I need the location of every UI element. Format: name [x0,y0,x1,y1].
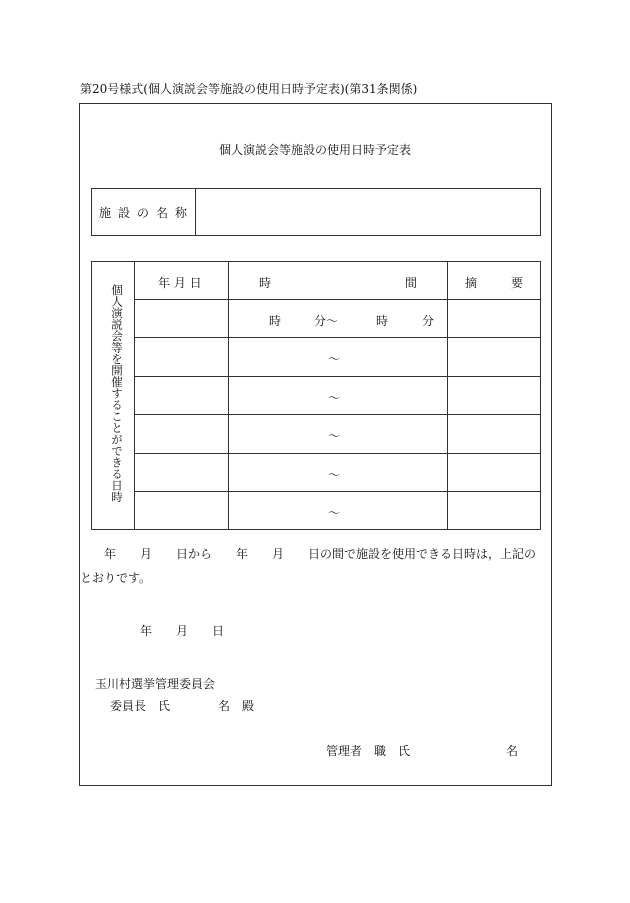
row5-tilde: 〜 [328,468,341,482]
facility-name-field[interactable] [197,189,540,235]
facility-name-label: 施設の名称 [92,189,196,235]
column-divider [134,262,135,529]
column-divider [447,262,448,529]
chairman-addressee: 委員長 氏 名 殿 [110,699,255,713]
header-remarks-1: 摘 [465,276,478,290]
header-date: 年 月 日 [158,276,202,290]
row3-tilde: 〜 [328,391,341,405]
issue-date-line: 年 月 日 [140,624,225,638]
column-divider [228,262,229,529]
usage-statement-line2: とおりです。 [80,571,152,585]
row1-minute-start: 分〜 [314,314,339,328]
row1-hour-end: 時 [376,314,389,328]
row-divider [134,491,540,492]
manager-signature-line: 管理者 職 氏 名 [326,744,519,758]
header-remarks-2: 要 [511,276,524,290]
row-divider [134,453,540,454]
usage-statement-line1: 年 月 日から 年 月 日の間で施設を使用できる日時は，上記の [80,547,537,561]
row-divider [134,414,540,415]
schedule-table [91,261,541,530]
row1-minute-end: 分 [422,314,435,328]
header-time-end: 間 [405,276,418,290]
committee-name: 玉川村選挙管理委員会 [95,677,216,691]
header-time-start: 時 [259,276,272,290]
row-divider [134,376,540,377]
row1-hour-start: 時 [269,314,282,328]
row-divider [134,337,540,338]
facility-name-box [91,188,541,236]
row4-tilde: 〜 [328,429,341,443]
form-caption: 第20号様式(個人演説会等施設の使用日時予定表)(第31条関係) [80,82,418,96]
document-title: 個人演説会等施設の使用日時予定表 [218,143,411,157]
schedule-side-label: 個人演説会等を開催することができる日時 [110,284,124,503]
row6-tilde: 〜 [328,506,341,520]
row-divider [134,299,540,300]
row2-tilde: 〜 [328,352,341,366]
